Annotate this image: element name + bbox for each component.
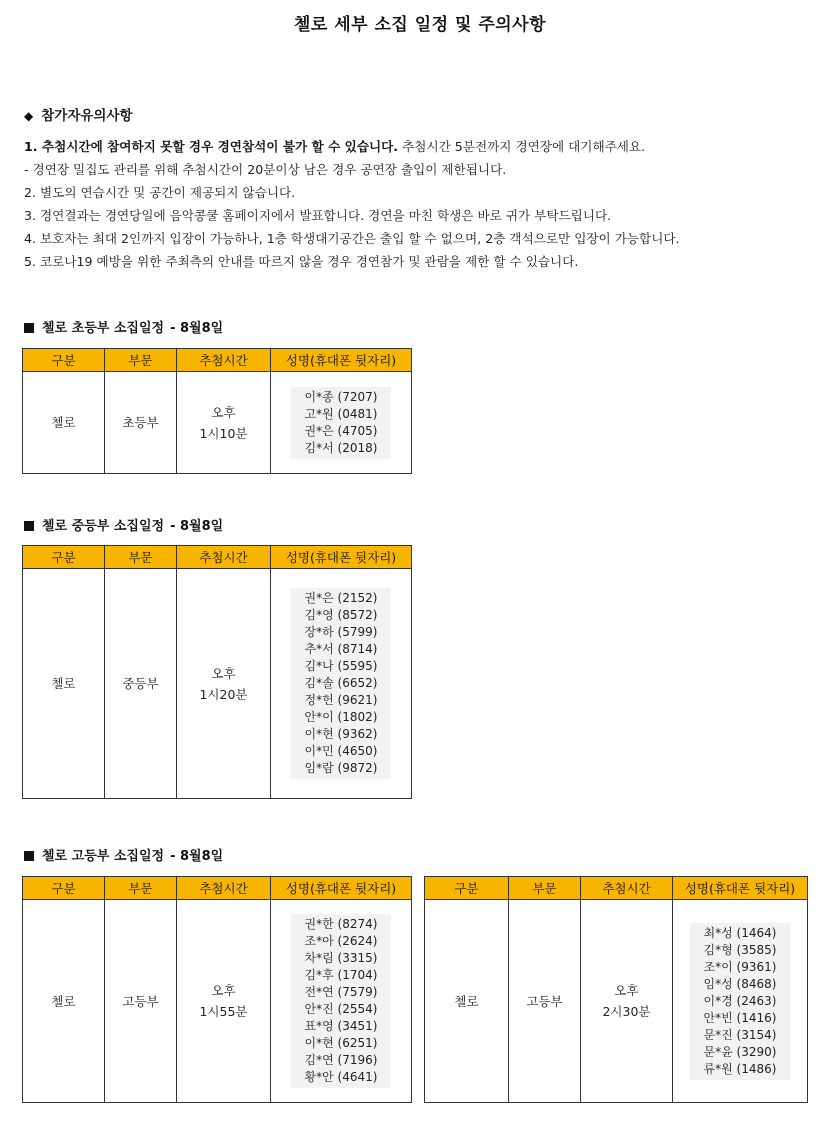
header-division: 부문	[105, 349, 177, 372]
names-list	[291, 387, 391, 459]
high-table-2	[424, 876, 808, 1103]
list-item: 안*이 (1802)	[304, 710, 378, 724]
list-item: 임*람 (9872)	[304, 761, 378, 775]
list-item: 장*하 (5799)	[304, 625, 378, 639]
high-heading-label: 첼로 고등부 소집일정	[42, 849, 165, 864]
list-item: 임*성 (8468)	[703, 976, 777, 991]
division-cell: 초등부	[105, 372, 177, 474]
middle-table	[22, 545, 412, 799]
draw-time-cell	[177, 372, 271, 474]
elementary-heading	[24, 317, 223, 336]
header-name: 성명(휴대폰 뒷자리)	[271, 546, 412, 569]
time-value: 1시55분	[199, 1004, 248, 1019]
list-item: 안*빈 (1416)	[703, 1010, 777, 1025]
notice-item-1-bold: 1. 추첨시간에 참여하지 못할 경우 경연참석이 불가 할 수 있습니다.	[24, 139, 399, 154]
list-item: 김*후 (1704)	[304, 968, 378, 982]
names-cell	[271, 900, 412, 1103]
list-item: 황*안 (4641)	[304, 1070, 378, 1084]
header-name: 성명(휴대폰 뒷자리)	[271, 349, 412, 372]
header-division: 부문	[509, 877, 581, 900]
time-value: 1시20분	[199, 686, 248, 702]
high-heading	[24, 845, 223, 864]
names-cell	[673, 900, 808, 1103]
diamond-icon: ◆	[24, 109, 34, 123]
list-item: 표*영 (3451)	[304, 1019, 378, 1033]
list-item: 이*현 (9362)	[304, 727, 378, 741]
notice-item-1-rest: 추첨시간 5분전까지 경연장에 대기해주세요.	[398, 139, 646, 154]
table-row	[23, 372, 412, 474]
table-header-row	[23, 349, 412, 372]
list-item: 조*아 (2624)	[304, 934, 378, 948]
table-header-row	[23, 546, 412, 569]
table-row	[23, 900, 412, 1103]
notice-item-4: 4. 보호자는 최대 2인까지 입장이 가능하나, 1층 학생대기공간은 출입 할 수 없으며, 2층 객석으로만 입장이 가능합니다.	[24, 231, 680, 246]
header-category: 구분	[23, 546, 105, 569]
time-ampm: 오후	[211, 404, 236, 420]
list-item: 고*원 (0481)	[304, 406, 378, 421]
list-item: 류*원 (1486)	[703, 1061, 777, 1076]
list-item: 안*진 (2554)	[304, 1002, 378, 1016]
header-category: 구분	[23, 349, 105, 372]
middle-heading	[24, 515, 223, 534]
division-cell: 고등부	[509, 900, 581, 1103]
list-item: 이*민 (4650)	[304, 744, 378, 758]
table-header-row	[23, 877, 412, 900]
list-item: 이*종 (7207)	[304, 389, 378, 404]
names-list	[690, 923, 790, 1080]
list-item: 김*솔 (6652)	[304, 676, 378, 690]
notice-list	[24, 135, 824, 273]
middle-date: - 8월8일	[170, 519, 224, 534]
header-name: 성명(휴대폰 뒷자리)	[673, 877, 808, 900]
header-category: 구분	[425, 877, 509, 900]
list-item: 권*은 (4705)	[304, 423, 378, 438]
draw-time-cell	[581, 900, 673, 1103]
notice-item-1	[24, 135, 824, 158]
list-item: 김*형 (3585)	[703, 942, 777, 957]
header-category: 구분	[23, 877, 105, 900]
elementary-date: - 8월8일	[170, 321, 224, 336]
draw-time-cell	[177, 569, 271, 799]
list-item: 문*윤 (3290)	[703, 1044, 777, 1059]
notice-heading-label: 참가자유의사항	[41, 108, 133, 124]
notice-item-5: 5. 코로나19 예방을 위한 주최측의 안내를 따르지 않을 경우 경연참가 및 관람을 제한 할 수 있습니다.	[24, 254, 579, 269]
square-bullet-icon	[24, 521, 34, 531]
time-ampm: 오후	[211, 983, 236, 998]
list-item: 이*경 (2463)	[703, 993, 777, 1008]
header-draw-time: 추첨시간	[177, 877, 271, 900]
notice-item-1b: - 경연장 밀집도 관리를 위해 추첨시간이 20분이상 남은 경우 공연장 출입이 제한됩니다.	[24, 162, 507, 177]
list-item: 김*나 (5595)	[304, 659, 378, 673]
category-cell: 첼로	[23, 900, 105, 1103]
category-cell: 첼로	[425, 900, 509, 1103]
draw-time-cell	[177, 900, 271, 1103]
names-list	[291, 588, 391, 779]
category-cell: 첼로	[23, 372, 105, 474]
names-cell	[271, 569, 412, 799]
list-item: 권*한 (8274)	[304, 917, 378, 931]
header-name: 성명(휴대폰 뒷자리)	[271, 877, 412, 900]
list-item: 김*연 (7196)	[304, 1053, 378, 1067]
names-cell	[271, 372, 412, 474]
list-item: 최*성 (1464)	[703, 925, 777, 940]
header-draw-time: 추첨시간	[177, 546, 271, 569]
list-item: 차*림 (3315)	[304, 951, 378, 965]
list-item: 조*이 (9361)	[703, 959, 777, 974]
elementary-table	[22, 348, 412, 474]
time-ampm: 오후	[211, 665, 236, 681]
high-table-1	[22, 876, 412, 1103]
square-bullet-icon	[24, 323, 34, 333]
list-item: 문*진 (3154)	[703, 1027, 777, 1042]
list-item: 김*영 (8572)	[304, 608, 378, 622]
header-draw-time: 추첨시간	[177, 349, 271, 372]
list-item: 권*은 (2152)	[304, 591, 378, 605]
square-bullet-icon	[24, 851, 34, 861]
header-division: 부문	[105, 877, 177, 900]
category-cell: 첼로	[23, 569, 105, 799]
list-item: 이*현 (6251)	[304, 1036, 378, 1050]
list-item: 추*서 (8714)	[304, 642, 378, 656]
list-item: 정*헌 (9621)	[304, 693, 378, 707]
time-ampm: 오후	[614, 983, 639, 998]
elementary-heading-label: 첼로 초등부 소집일정	[42, 321, 165, 336]
middle-heading-label: 첼로 중등부 소집일정	[42, 519, 165, 534]
header-division: 부문	[105, 546, 177, 569]
names-list	[291, 914, 391, 1088]
list-item: 전*연 (7579)	[304, 985, 378, 999]
list-item: 김*서 (2018)	[304, 440, 378, 455]
time-value: 1시10분	[199, 425, 248, 441]
notice-item-2: 2. 별도의 연습시간 및 공간이 제공되지 않습니다.	[24, 185, 296, 200]
table-header-row	[425, 877, 808, 900]
table-row	[23, 569, 412, 799]
division-cell: 고등부	[105, 900, 177, 1103]
header-draw-time: 추첨시간	[581, 877, 673, 900]
notice-item-3: 3. 경연결과는 경연당일에 음악콩쿨 홈페이지에서 발표합니다. 경연을 마친 학생은 바로 귀가 부탁드립니다.	[24, 208, 612, 223]
table-row	[425, 900, 808, 1103]
time-value: 2시30분	[602, 1004, 651, 1019]
division-cell: 중등부	[105, 569, 177, 799]
page-title: 첼로 세부 소집 일정 및 주의사항	[293, 15, 547, 35]
notice-heading	[24, 104, 133, 124]
high-date: - 8월8일	[170, 849, 224, 864]
